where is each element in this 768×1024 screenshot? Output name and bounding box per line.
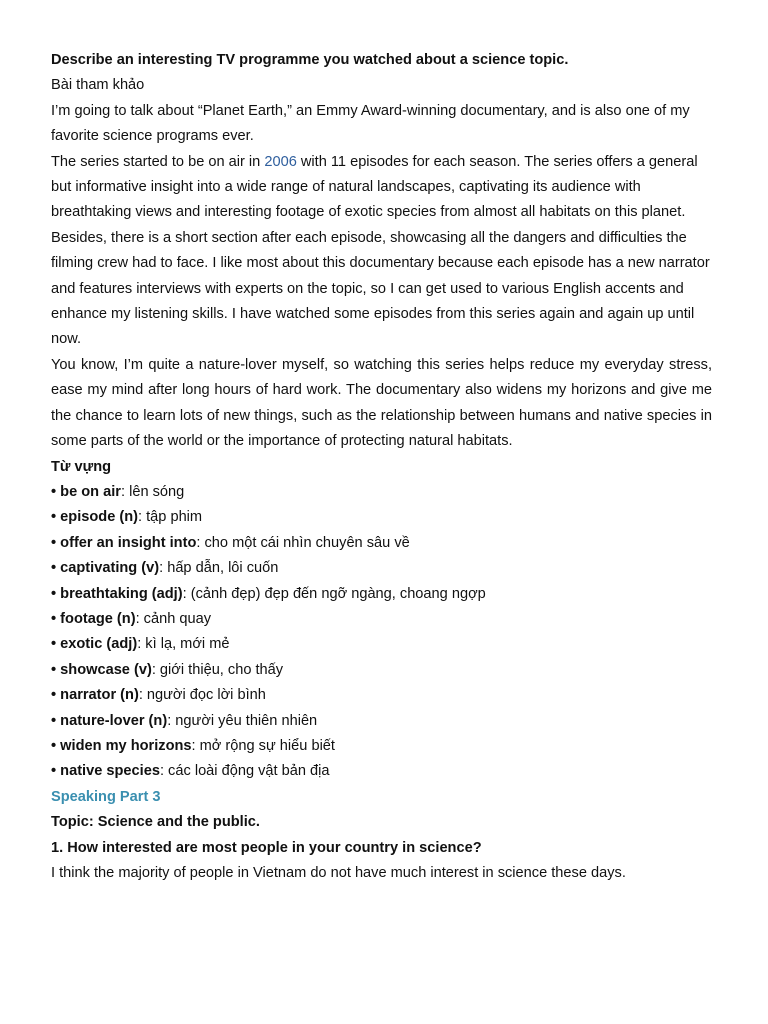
vocab-list (51, 480, 712, 785)
topic-line: Topic: Science and the public. (51, 814, 260, 831)
part3-heading: Speaking Part 3 (51, 788, 161, 805)
question-1: 1. How interested are most people in your country in science? (51, 839, 482, 856)
vocab-meaning: : mở rộng sự hiểu biết (191, 737, 335, 754)
vocab-term: • widen my horizons (51, 737, 192, 754)
vocab-term: • narrator (n) (51, 687, 139, 704)
nature-paragraph: You know, I’m quite a nature-lover myself, so watching this series helps reduce my everyday stress, ease my mind after long hours of hard work. The documentary also widens my horizons and give me the chance to learn lots of new things, such as the relationship between humans and native species in some parts of the world or the importance of protecting natural habitats. (51, 356, 712, 450)
answer-1: I think the majority of people in Vietnam do not have much interest in science these days. (51, 865, 626, 881)
vocab-meaning: : kì lạ, mới mẻ (137, 636, 230, 653)
vocab-term: • showcase (v) (51, 661, 152, 678)
series-year: 2006 (264, 153, 297, 170)
vocab-heading: Từ vựng (51, 458, 112, 475)
vocab-meaning: : tập phim (138, 509, 203, 526)
vocab-item (51, 709, 712, 734)
vocab-item (51, 607, 712, 632)
document-page (51, 48, 712, 886)
vocab-item (51, 632, 712, 657)
series-paragraph (51, 150, 712, 353)
intro-paragraph: I’m going to talk about “Planet Earth,” an Emmy Award-winning documentary, and is also one of my favorite science programs ever. (51, 102, 690, 145)
vocab-term: • nature-lover (n) (51, 712, 168, 729)
series-text-start: The series started to be on air in (51, 153, 265, 170)
vocab-item (51, 505, 712, 530)
vocab-meaning: : người đọc lời bình (138, 687, 266, 704)
vocab-item (51, 734, 712, 759)
vocab-term: • episode (n) (51, 509, 138, 526)
vocab-term: • exotic (adj) (51, 636, 138, 653)
vocab-meaning: : cảnh quay (135, 610, 212, 627)
vocab-meaning: : các loài động vật bản địa (159, 763, 330, 780)
vocab-meaning: : hấp dẫn, lôi cuốn (159, 560, 279, 577)
vocab-item (51, 556, 712, 581)
vocab-meaning: : (cảnh đẹp) đẹp đến ngỡ ngàng, choang ngợp (182, 585, 486, 602)
vocab-term: • offer an insight into (51, 534, 197, 551)
vocab-item (51, 531, 712, 556)
series-text-end: with 11 episodes for each season. The series offers a general but informative insight into a wide range of natural landscapes, captivating its audience with breathtaking views and interesting footage of exotic species from almost all habitats on this planet. Besides, there is a short section after each episode, showcasing all the dangers and difficulties the filming crew had to face. I like most about this documentary because each episode has a new narrator and features interviews with experts on the topic, so I can get used to various English accents and enhance my listening skills. I have watched some episodes from this series again and again up until now. (51, 153, 710, 348)
vocab-term: • breathtaking (adj) (51, 585, 183, 602)
vocab-item (51, 759, 712, 784)
reference-label: Bài tham khảo (51, 77, 145, 94)
vocab-meaning: : người yêu thiên nhiên (167, 712, 318, 729)
vocab-item (51, 582, 712, 607)
vocab-term: • be on air (51, 483, 121, 500)
vocab-meaning: : giới thiệu, cho thấy (151, 661, 284, 678)
vocab-term: • footage (n) (51, 610, 136, 627)
vocab-meaning: : cho một cái nhìn chuyên sâu về (196, 534, 410, 551)
vocab-item (51, 480, 712, 505)
vocab-term: • captivating (v) (51, 560, 160, 577)
question-title: Describe an interesting TV programme you watched about a science topic. (51, 52, 569, 68)
vocab-meaning: : lên sóng (120, 483, 185, 500)
vocab-item (51, 683, 712, 708)
vocab-item (51, 658, 712, 683)
vocab-term: • native species (51, 763, 160, 780)
